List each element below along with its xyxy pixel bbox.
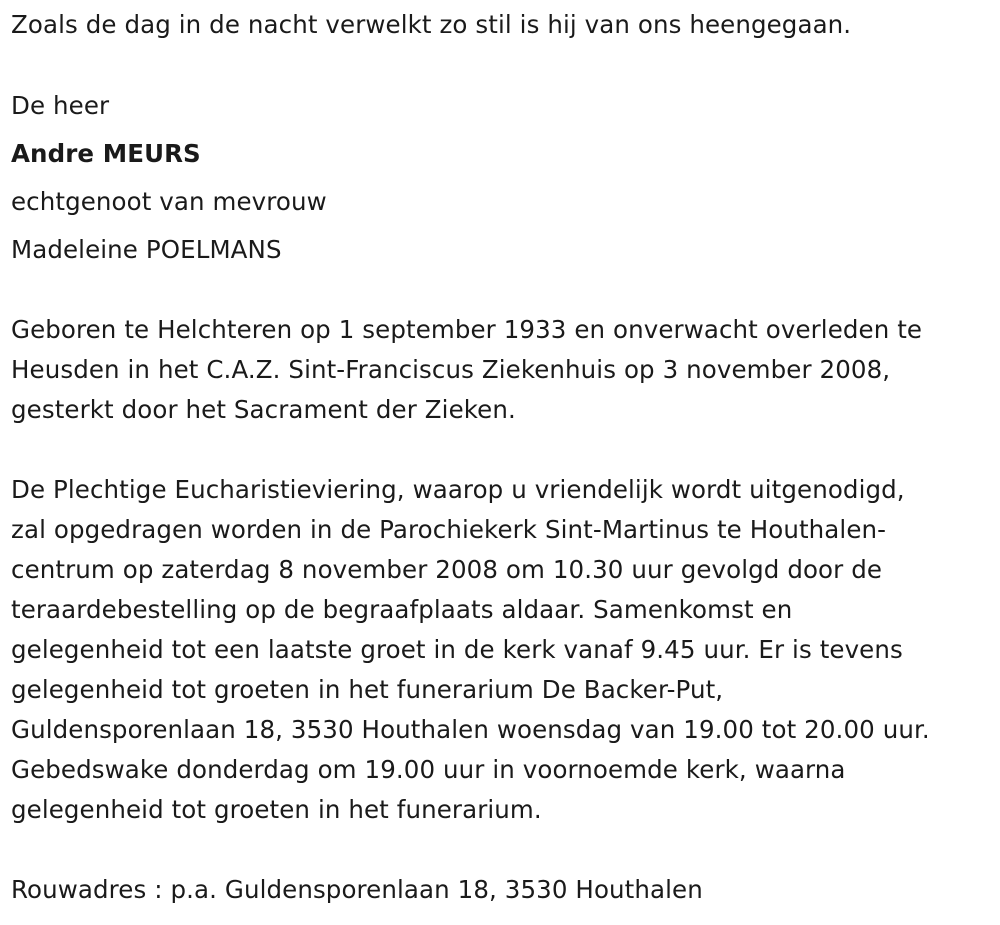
paragraph-line: gelegenheid tot een laatste groet in de kerk vanaf 9.45 uur. Er is tevens — [11, 635, 903, 664]
paragraph-line: gelegenheid tot groeten in het funerarium De Backer-Put, — [11, 675, 724, 704]
paragraph-line: Geboren te Helchteren op 1 september 1933 en onverwacht overleden te — [11, 315, 923, 344]
spouse-relation: echtgenoot van mevrouw — [11, 187, 327, 216]
paragraph-line: gesterkt door het Sacrament der Zieken. — [11, 395, 516, 424]
paragraph-line: De Plechtige Eucharistieviering, waarop u vriendelijk wordt uitgenodigd, — [11, 475, 905, 504]
paragraph-line: centrum op zaterdag 8 november 2008 om 10.30 uur gevolgd door de — [11, 555, 883, 584]
paragraph-line: zal opgedragen worden in de Parochiekerk Sint-Martinus te Houthalen- — [11, 515, 887, 544]
paragraph-line: Gebedswake donderdag om 19.00 uur in voornoemde kerk, waarna — [11, 755, 846, 784]
opening-verse: Zoals de dag in de nacht verwelkt zo stil is hij van ons heengegaan. — [11, 10, 852, 39]
salutation: De heer — [11, 91, 110, 120]
mourning-address: Rouwadres : p.a. Guldensporenlaan 18, 3530 Houthalen — [11, 875, 703, 904]
paragraph-line: gelegenheid tot groeten in het funerarium. — [11, 795, 542, 824]
paragraph-line: teraardebestelling op de begraafplaats aldaar. Samenkomst en — [11, 595, 793, 624]
spouse-name: Madeleine POELMANS — [11, 235, 282, 264]
paragraph-line: Heusden in het C.A.Z. Sint-Franciscus Ziekenhuis op 3 november 2008, — [11, 355, 891, 384]
deceased-name: Andre MEURS — [11, 139, 201, 168]
paragraph-line: Guldensporenlaan 18, 3530 Houthalen woensdag van 19.00 tot 20.00 uur. — [11, 715, 930, 744]
